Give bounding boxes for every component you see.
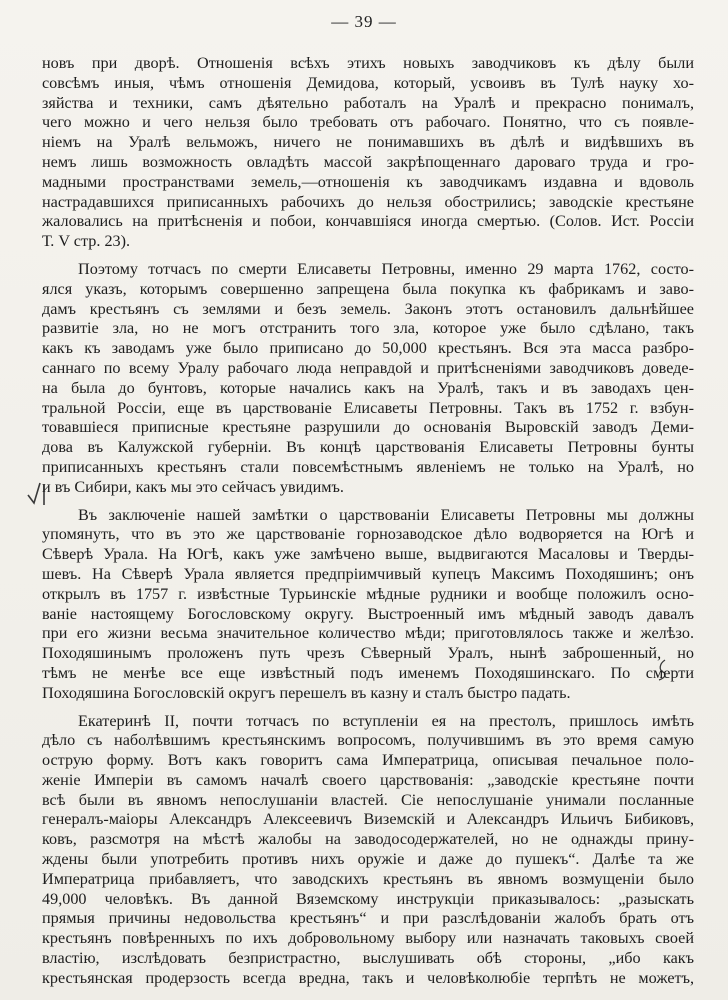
text-line: ніемъ на Уралѣ вельможъ, ничего не понимавшихъ въ дѣлѣ и видѣвшихъ въ xyxy=(42,133,694,152)
text-line: ваніе настоящему Богословскому округу. Выстроенный имъ мѣдный заводъ давалъ xyxy=(42,604,694,623)
text-line: Екатеринѣ II, почти тотчасъ по вступленіи ея на престолъ, пришлось имѣть xyxy=(78,711,694,730)
text-line: Поэтому тотчасъ по смерти Елисаветы Петровны, именно 29 марта 1762, состо- xyxy=(78,259,694,278)
page-number: — 39 — xyxy=(331,12,397,31)
text-line: тральной Россіи, еще въ царствованіе Елисаветы Петровны. Такъ въ 1752 г. взбун- xyxy=(42,398,694,417)
text-line: генералъ-маіоры Александръ Алексеевичъ Виземскій и Александръ Ильичъ Бибиковъ, xyxy=(42,810,694,829)
text-line: жаловались на притѣсненія и побои, кончавшіяся иногда смертью. (Солов. Ист. Россіи xyxy=(42,212,694,231)
text-line: упомянуть, что въ это же царствованіе горнозаводское дѣло водворяется на Югѣ и xyxy=(42,525,694,544)
text-line: при его жизни весьма значительное количество мѣди; приготовлялось также и желѣзо. xyxy=(42,624,694,643)
text-line: острую форму. Вотъ какъ говоритъ сама Императрица, описывая печальное поло- xyxy=(42,751,694,770)
text-line: открылъ въ 1757 г. извѣстные Турьинскіе мѣдные рудники и вообще положилъ осно- xyxy=(42,584,694,603)
text-line: всѣ были въ явномъ непослушаніи властей. Сіе непослушаніе унимали посланные xyxy=(42,790,694,809)
text-line: шевъ. На Сѣверѣ Урала является предпріимчивый купецъ Максимъ Походяшинъ; онъ xyxy=(42,564,694,583)
text-line: приписанныхъ крестьянъ стали повсемѣстнымъ явленіемъ не только на Уралѣ, но xyxy=(42,457,694,476)
text-line: чего можно и чего нельзя было требовать отъ рабочаго. Понятно, что съ появле- xyxy=(42,113,694,132)
text-line: немъ лишь возможность овладѣть массой закрѣпощеннаго дароваго труда и гро- xyxy=(42,152,694,171)
text-line: на была до бунтовъ, которые начались какъ на Уралѣ, такъ и въ заводахъ цен- xyxy=(42,378,694,397)
text-line: и въ Сибири, какъ мы это сейчасъ увидимъ. xyxy=(42,477,344,496)
text-line: тѣмъ не менѣе все еще извѣстный подъ именемъ Походяшинскаго. По смерти xyxy=(42,663,694,682)
text-line: мадными пространствами земель,—отношенія къ заводчикамъ издавна и вдоволь xyxy=(42,172,694,191)
text-line: Въ заключеніе нашей замѣтки о царствованіи Елисаветы Петровны мы должны xyxy=(78,505,694,524)
text-line: совсѣмъ иныя, чѣмъ отношенія Демидова, который, усвоивъ въ Тулѣ науку хо- xyxy=(42,73,694,92)
text-line: ковъ, разсмотря на мѣстѣ жалобы на заводосодержателей, но не однажды прину- xyxy=(42,830,694,849)
text-line: настрадавшихся приписанныхъ рабочихъ до нельзя обострились; заводскіе крестьяне xyxy=(42,192,694,211)
text-line: Походяшинымъ проложенъ путь чрезъ Сѣверный Уралъ, нынѣ заброшенный, но xyxy=(42,644,694,663)
text-line: дова въ Калужской губерніи. Въ концѣ царствованія Елисаветы Петровны бунты xyxy=(42,438,694,457)
text-line: ялся указъ, которымъ совершенно запрещена была покупка къ фабрикамъ и заво- xyxy=(42,279,694,298)
text-line: прямыя причины недовольства крестьянъ“ и при разслѣдованіи жалобъ брать отъ xyxy=(42,909,694,928)
document-body xyxy=(42,54,694,989)
text-line: крестьянъ повѣренныхъ по ихъ добровольному выбору или назначать таковыхъ своей xyxy=(42,929,694,948)
text-line: властію, изслѣдовать безпристрастно, выслушивать обѣ стороны, „ибо какъ xyxy=(42,949,694,968)
text-line: женіе Имперіи въ самомъ началѣ своего царствованія: „заводскіе крестьяне почти xyxy=(42,770,694,789)
text-line: зяйства и техники, самъ дѣятельно работалъ на Уралѣ и прекрасно понималъ, xyxy=(42,93,694,112)
text-line: Походяшина Богословскій округъ перешелъ въ казну и сталъ быстро падать. xyxy=(42,683,571,702)
text-line: развитіе зла, но не могъ отстранить того зла, которое уже было сдѣлано, такъ xyxy=(42,319,694,338)
paragraph xyxy=(42,54,694,252)
text-line: 49,000 человѣкъ. Въ данной Вяземскому инструкціи приказывалось: „разыскать xyxy=(42,889,694,908)
paragraph xyxy=(42,712,694,989)
text-line: Императрица прибавляетъ, что заводскихъ крестьянъ въ явномъ возмущеніи было xyxy=(42,869,694,888)
text-line: крестьянская продерзость всегда вредна, такъ и человѣколюбіе терпѣть не можетъ, xyxy=(42,968,694,987)
text-line: ждены были употребить противъ нихъ оружіе и даже до пушекъ“. Далѣе та же xyxy=(42,850,694,869)
text-line: дѣло съ наболѣвшимъ крестьянскимъ вопросомъ, получившимъ въ это время самую xyxy=(42,731,694,750)
text-line: саннаго по всему Уралу рабочаго люда неправдой и притѣсненіями заводчиковъ доведе- xyxy=(42,358,694,377)
text-line: Т. V стр. 23). xyxy=(42,232,131,251)
paragraph xyxy=(42,506,694,704)
text-line: какъ къ заводамъ уже было приписано до 50,000 крестьянъ. Вся эта масса разбро- xyxy=(42,339,694,358)
text-line: Сѣверѣ Урала. На Югѣ, какъ уже замѣчено выше, выдвигаются Масаловы и Тверды- xyxy=(42,545,694,564)
text-line: дамъ крестьянъ съ землями и безъ земель. Законъ этотъ остановилъ дальнѣйшее xyxy=(42,299,694,318)
text-line: новъ при дворѣ. Отношенія всѣхъ этихъ новыхъ заводчиковъ къ дѣлу были xyxy=(42,54,694,72)
paragraph xyxy=(42,260,694,498)
text-line: товавшіеся приписные крестьяне разрушили до основанія Выровскій заводъ Деми- xyxy=(42,418,694,437)
